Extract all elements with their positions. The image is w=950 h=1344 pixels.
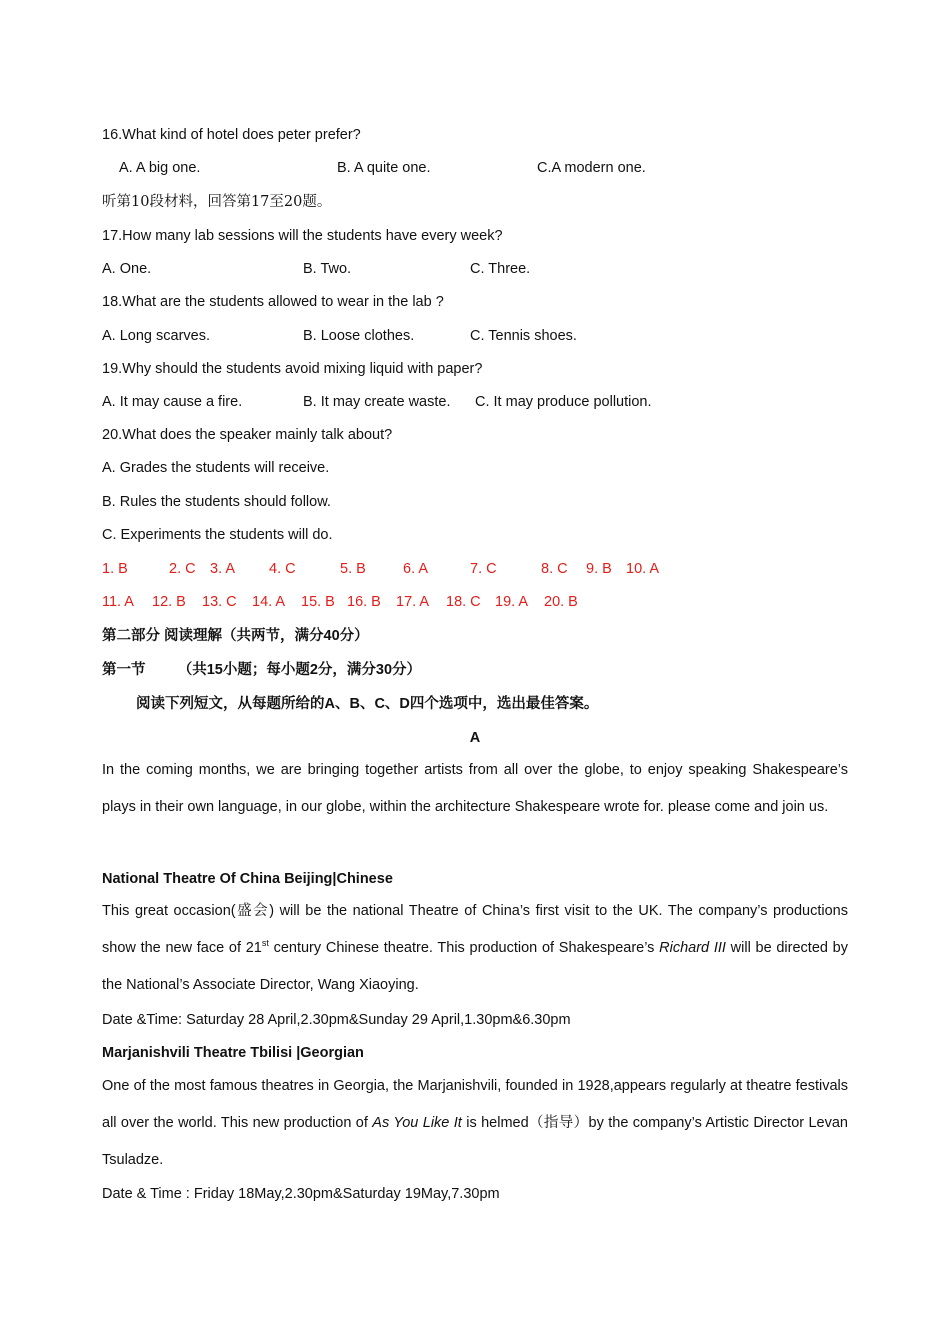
theatre1-superscript: st xyxy=(261,938,269,949)
section10-intro: 听第10段材料，回答第17至20题。 xyxy=(102,194,332,210)
question-16: 16.What kind of hotel does peter prefer? xyxy=(102,127,361,143)
answer-17: 17. A xyxy=(396,594,430,610)
theatre2-description xyxy=(102,1068,848,1179)
answer-13: 13. C xyxy=(202,594,237,610)
q16-option-c: C.A modern one. xyxy=(537,160,646,176)
answer-7: 7. C xyxy=(470,561,497,577)
q20-option-c: C. Experiments the students will do. xyxy=(102,527,333,543)
answer-18: 18. C xyxy=(446,594,481,610)
theatre2-text-part1: One of the most famous theatres in Georgia, the Marjanishvili, founded in 1928,appears regularly at theatre festivals all over the world. This new production of xyxy=(102,1078,848,1131)
question-19: 19.Why should the students avoid mixing liquid with paper? xyxy=(102,361,483,377)
answer-14: 14. A xyxy=(252,594,286,610)
theatre1-heading: National Theatre Of China Beijing|Chinese xyxy=(102,871,393,887)
q19-option-b: B. It may create waste. xyxy=(303,394,451,410)
q19-option-c: C. It may produce pollution. xyxy=(475,394,652,410)
theatre2-text-part2: is helmed（指导）by the company’s Artistic Director Levan Tsuladze. xyxy=(102,1115,848,1168)
q16-option-a: A. A big one. xyxy=(119,160,201,176)
reading-instructions: 阅读下列短文，从每题所给的A、B、C、D四个选项中，选出最佳答案。 xyxy=(136,696,599,712)
answer-19: 19. A xyxy=(495,594,529,610)
question-17: 17.How many lab sessions will the students have every week? xyxy=(102,228,503,244)
q17-option-a: A. One. xyxy=(102,261,152,277)
answer-10: 10. A xyxy=(626,561,660,577)
q20-option-b: B. Rules the students should follow. xyxy=(102,494,331,510)
q17-option-b: B. Two. xyxy=(303,261,352,277)
question-18: 18.What are the students allowed to wear in the lab ? xyxy=(102,294,444,310)
question-20: 20.What does the speaker mainly talk about? xyxy=(102,427,393,443)
answer-9: 9. B xyxy=(586,561,612,577)
part2-heading: 第二部分 阅读理解（共两节，满分40分） xyxy=(102,628,369,644)
q20-option-a: A. Grades the students will receive. xyxy=(102,460,330,476)
answer-15: 15. B xyxy=(301,594,335,610)
q18-option-b: B. Loose clothes. xyxy=(303,328,415,344)
answer-12: 12. B xyxy=(152,594,186,610)
q18-option-a: A. Long scarves. xyxy=(102,328,210,344)
theatre1-datetime: Date &Time: Saturday 28 April,2.30pm&Sunday 29 April,1.30pm&6.30pm xyxy=(102,1012,571,1028)
answer-5: 5. B xyxy=(340,561,366,577)
theatre1-text-part1: This great occasion(盛会) will be the national Theatre of China’s first visit to the UK. The company’s productions show the new face of 21 xyxy=(102,903,848,956)
passage-letter: A xyxy=(469,730,481,746)
theatre1-text-part2: century Chinese theatre. This production of Shakespeare’s xyxy=(268,940,660,956)
intro-paragraph xyxy=(102,752,848,826)
answer-3: 3. A xyxy=(210,561,235,577)
theatre1-description xyxy=(102,893,848,1004)
q17-option-c: C. Three. xyxy=(470,261,531,277)
answer-16: 16. B xyxy=(347,594,381,610)
answer-4: 4. C xyxy=(269,561,296,577)
q19-option-a: A. It may cause a fire. xyxy=(102,394,243,410)
theatre1-play-title: Richard III xyxy=(659,940,726,956)
section1-heading: 第一节 （共15小题；每小题2分，满分30分） xyxy=(102,662,422,678)
theatre1-text-part3: will be directed by the National’s Associate Director, Wang Xiaoying. xyxy=(102,940,848,993)
intro-paragraph-text: In the coming months, we are bringing together artists from all over the globe, to enjoy speaking Shakespeare’s plays in their own language, in our globe, within the architecture Shakespeare wrote for. please come and join us. xyxy=(102,762,848,815)
answer-11: 11. A xyxy=(102,594,134,610)
q18-option-c: C. Tennis shoes. xyxy=(470,328,577,344)
answer-6: 6. A xyxy=(403,561,428,577)
theatre2-play-title: As You Like It xyxy=(372,1115,462,1131)
q16-option-b: B. A quite one. xyxy=(337,160,431,176)
answer-20: 20. B xyxy=(544,594,578,610)
answer-1: 1. B xyxy=(102,561,128,577)
theatre2-datetime: Date & Time : Friday 18May,2.30pm&Saturday 19May,7.30pm xyxy=(102,1186,500,1202)
answer-8: 8. C xyxy=(541,561,568,577)
theatre2-heading: Marjanishvili Theatre Tbilisi |Georgian xyxy=(102,1045,364,1061)
answer-2: 2. C xyxy=(169,561,196,577)
